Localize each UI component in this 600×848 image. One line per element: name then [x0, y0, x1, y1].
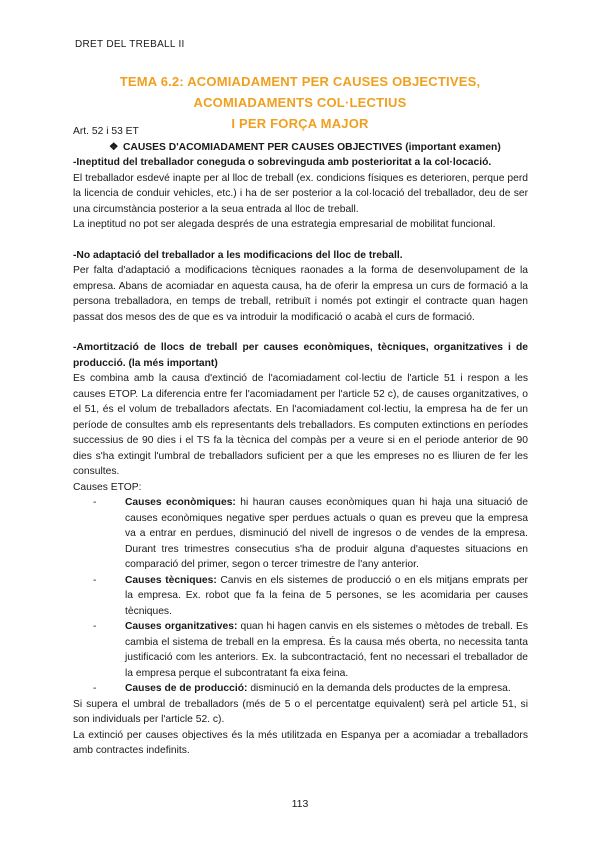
ineptitud-paragraph-1: El treballador esdevé inapte per al lloc de treball (ex. condicions físiques es deterioren, perque perd la licencia de conduir vehicles, etc.) i ha de ser posterior a la col·locació del treballador, deu de ser una circumstància posterior a la seua entrada al lloc de treball.: [73, 172, 528, 215]
amortitzacio-paragraph-2: Si supera el umbral de treballadors (més de 5 o el percentatge equivalent) serà pel article 51, si son individuals per l'article 52. c).: [73, 698, 528, 725]
chapter-title-line-2: I PER FORÇA MAJOR: [231, 116, 369, 131]
section-heading-text: CAUSES D'ACOMIADAMENT PER CAUSES OBJECTIVES (important examen): [123, 141, 501, 153]
dash-bullet: -: [93, 574, 97, 586]
cause-text: quan hi hagen canvis en els sistemes o mètodes de treball. Es cambia el sistema de treball en la empresa. És la causa més oberta, no necessita tanta justificació com les anteriors. Ex. la subcontractació, fent no necessari el treballador de la empresa perque el subcontratant fa eixa feina.: [125, 621, 528, 679]
cause-term: Causes de de producció:: [125, 683, 248, 694]
cause-text: hi hauran causes econòmiques quan hi haja una situació de causes econòmiques negative sper perdues actuals o quan es preveu que la empresa va a entrar en perdues, disminució del nivell de ingresos o de vendes de la empresa. Durant tres trimestres consecutius s'ha de produir alguna d'aquestes situacions en comparació del primer, segon o tercer trimestre de l'any anterior.: [125, 497, 528, 570]
causes-etop-label: Causes ETOP:: [73, 481, 142, 493]
section-heading: [73, 140, 528, 156]
cause-term: Causes organitzatives:: [125, 621, 238, 632]
page-number: 113: [291, 798, 309, 810]
no-adaptacio-paragraph: Per falta d'adaptació a modificacions tècniques raonades a la forma de desenvolupament de la empresa. Abans de acomiadar en aquesta causa, ha de oferir la empresa un curs de formació a la persona treballadora, en temps de treball, retribuït i només pot extingir el contracte quan hagen passat dos mesos des de que es va introduir la modificació o acabà el curs de formació.: [73, 265, 528, 323]
spacer: [73, 325, 528, 340]
cause-term: Causes tècniques:: [125, 574, 217, 586]
dash-bullet: -: [93, 683, 97, 694]
spacer: [73, 233, 528, 248]
amortitzacio-paragraph-3: La extinció per causes objectives és la més utilitzada en Espanya per a acomiadar a treballadors amb contractes indefinits.: [73, 729, 528, 756]
running-header: DRET DEL TREBALL II: [75, 39, 185, 50]
amortitzacio-paragraph-1: Es combina amb la causa d'extinció de l'acomiadament col·lectiu de l'article 51 i respon a les causes ETOP. La diferencia entre fer l'acomiadament per l'article 52 c), de causes organitzatives, o el 51, és el volum de treballadors afectats. En l'acomiadament col·lectiu, la empresa ha de fer un període de consultes amb els representants dels treballadors. Es computen extinctions en períodes successius de 90 dies i el TS fa la tècnica del compàs per a veure si en el periode anterior de 90 dies s'ha extingit l'umbral de treballadors suficient per a que les empreses no es lliuren de fer les consultes.: [73, 373, 528, 477]
list-item: [73, 495, 528, 573]
dash-bullet: -: [93, 497, 97, 508]
cause-text: Canvis en els sistemes de producció o en els mitjans emprats per la empresa. Ex. robot que fa la feina de 5 persones, se les acomidaria per causes tècniques.: [125, 574, 528, 617]
list-item: [73, 573, 528, 620]
cause-term: Causes econòmiques:: [125, 497, 236, 508]
causes-list: [73, 495, 528, 697]
article-reference: Art. 52 i 53 ET: [73, 126, 139, 137]
list-item: [73, 681, 528, 697]
ineptitud-paragraph-2: La ineptitud no pot ser alegada després de una estrategia empresarial de mobilitat funcional.: [73, 219, 496, 230]
no-adaptacio-heading: -No adaptació del treballador a les modificacions del lloc de treball.: [73, 249, 403, 261]
dash-bullet: -: [93, 621, 97, 632]
list-item: [73, 619, 528, 681]
amortitzacio-heading: -Amortització de llocs de treball per causes econòmiques, tècniques, organitzatives i de producció. (la més important): [73, 342, 528, 369]
chapter-title-line-1: TEMA 6.2: ACOMIADAMENT PER CAUSES OBJECTIVES, ACOMIADAMENTS COL·LECTIUS: [119, 74, 481, 110]
ineptitud-heading: -Ineptitud del treballador coneguda o sobrevinguda amb posterioritat a la col·locació.: [73, 157, 492, 168]
diamond-bullet-icon: ❖: [109, 141, 119, 153]
page-body: [73, 124, 528, 759]
cause-text: disminució en la demanda dels productes de la empresa.: [247, 683, 511, 694]
